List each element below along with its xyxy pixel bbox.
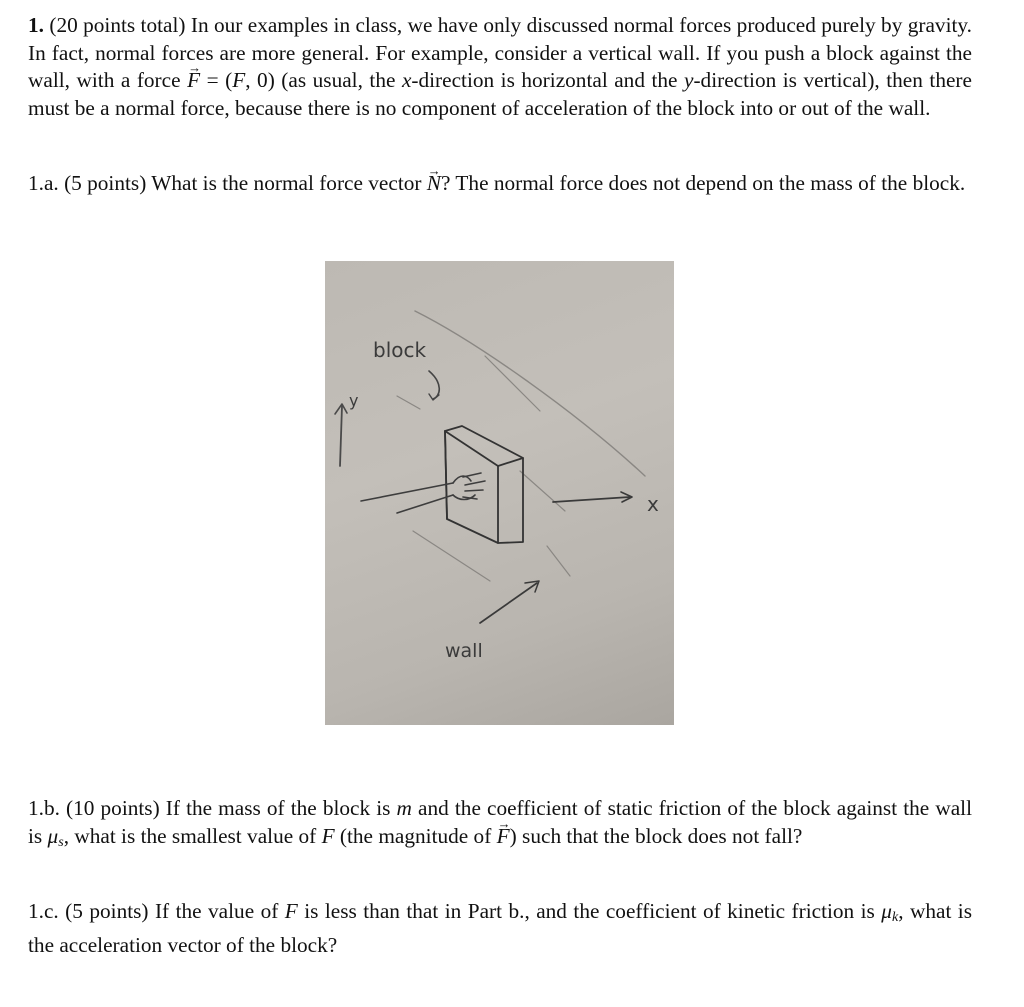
part-a-question: 1.a. (5 points) What is the normal force vector → N? The normal force does not depend on the mass of the block.: [28, 170, 972, 198]
x-axis-label: x: [647, 492, 659, 516]
force-vector: → F: [497, 823, 510, 851]
problem-number: 1.: [28, 13, 44, 37]
block-drawing: [445, 426, 523, 543]
pushing-hand-drawing: [361, 473, 485, 513]
block-wall-sketch-photo: [325, 261, 674, 725]
part-b-question: 1.b. (10 points) If the mass of the block is m and the coefficient of static friction of the block against the wall is $\mu_s$, what is the smallest value of F (the magnitude of → F) such that the block does not fall?: [28, 795, 972, 856]
y-axis-label: y: [349, 391, 359, 410]
x-axis-arrow-icon: [553, 492, 632, 502]
part-c-question: 1.c. (5 points) If the value of F is less than that in Part b., and the coefficient of kinetic friction is $\mu_k$, what is the acceleration vector of the block?: [28, 899, 973, 957]
normal-force-vector: → N: [427, 170, 441, 198]
force-vector: → F: [187, 67, 200, 95]
block-label: block: [373, 338, 427, 362]
y-axis-arrow-icon: [335, 404, 347, 466]
wall-label: wall: [445, 640, 483, 662]
problem-1-intro: 1. (20 points total) In our examples in class, we have only discussed normal forces produced purely by gravity. In fact, normal forces are more general. For example, consider a vertical wall. If you push a block against the wall, with a force → F = (F, 0) (as usual, the x-direction is horizontal and the y-direction is vertical), then there must be a normal force, because there is no component of acceleration of the block into or out of the wall.: [28, 12, 972, 122]
